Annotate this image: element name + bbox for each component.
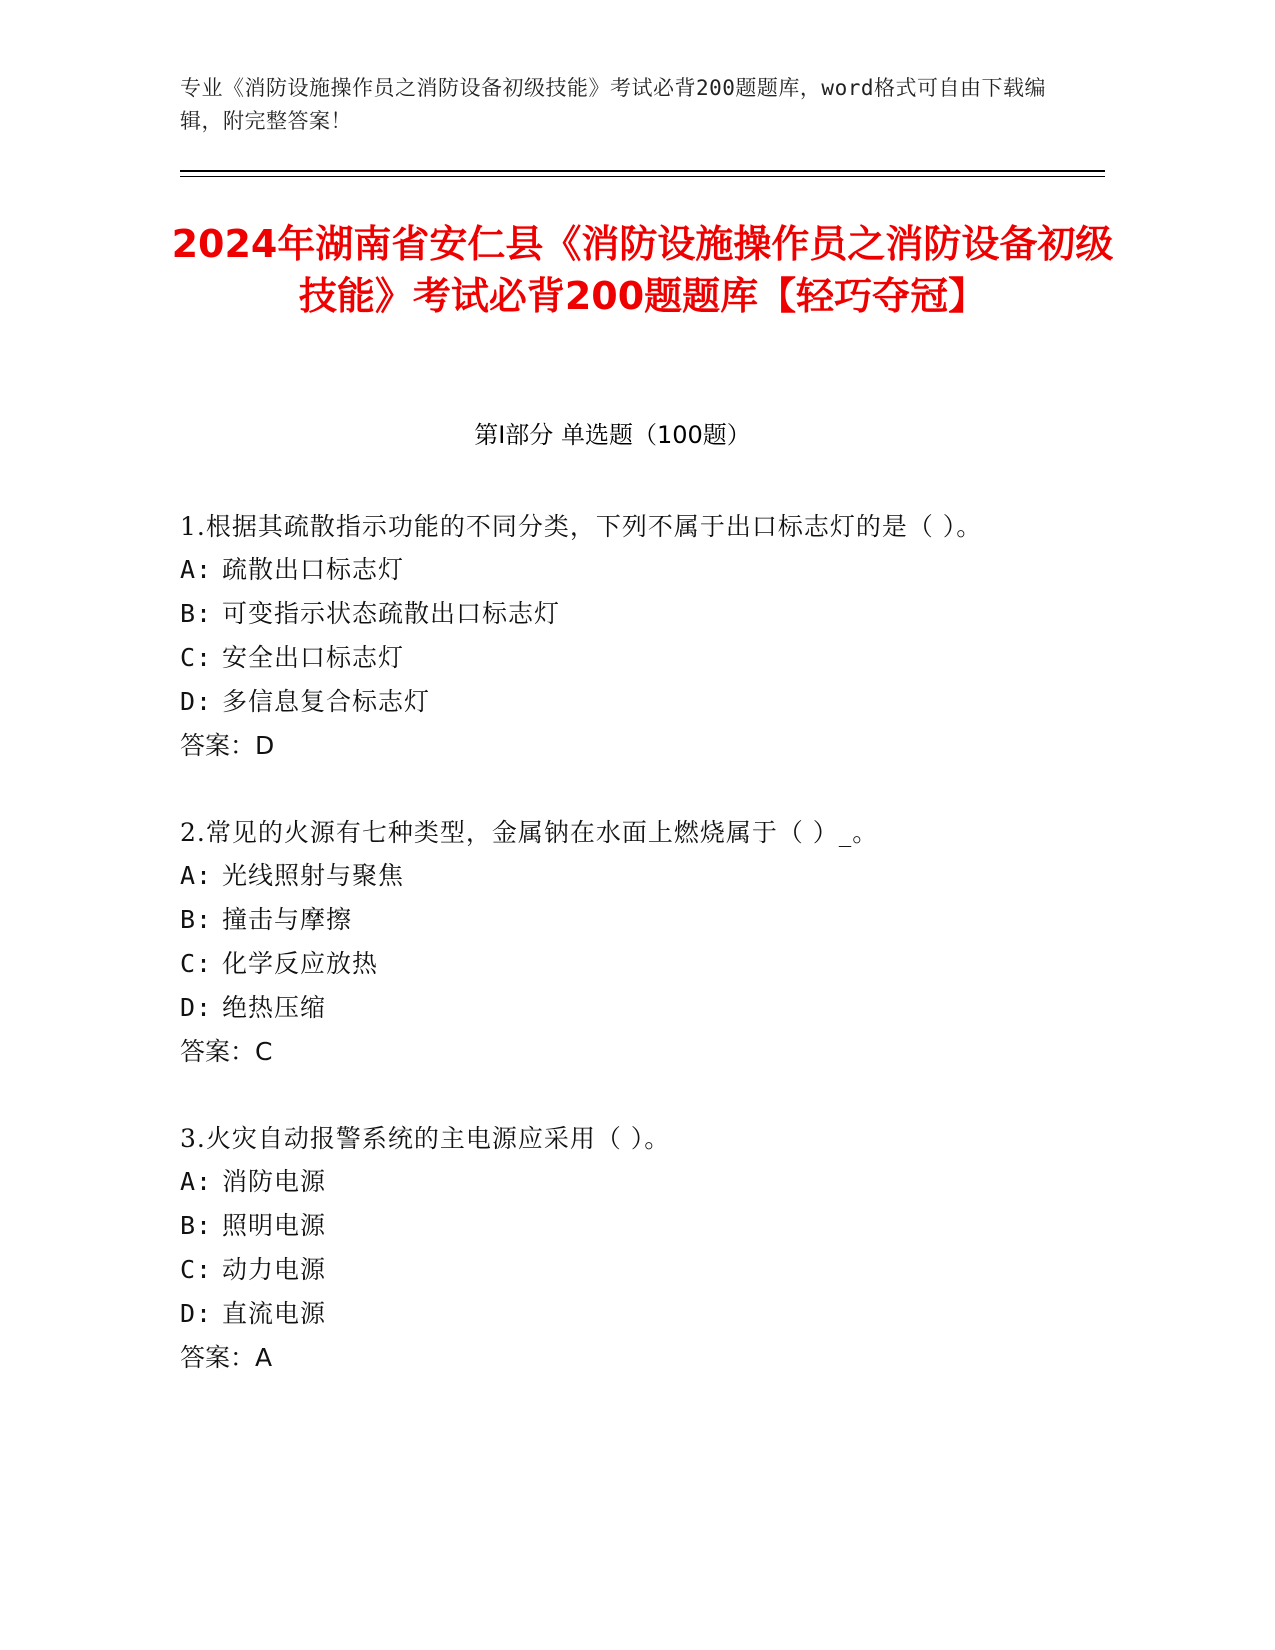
option-letter: B: bbox=[180, 905, 213, 934]
question-item bbox=[180, 505, 1040, 768]
option-c bbox=[180, 1248, 1040, 1292]
option-b bbox=[180, 1204, 1040, 1248]
question-item bbox=[180, 1117, 1040, 1380]
question-stem: 3.火灾自动报警系统的主电源应采用（ ）。 bbox=[180, 1124, 671, 1153]
option-letter: A: bbox=[180, 555, 213, 584]
option-c bbox=[180, 942, 1040, 986]
question-list bbox=[180, 505, 1040, 1423]
question-item bbox=[180, 811, 1040, 1074]
option-a bbox=[180, 1160, 1040, 1204]
option-letter: C: bbox=[180, 643, 213, 672]
option-letter: D: bbox=[180, 1299, 213, 1328]
option-text: 直流电源 bbox=[222, 1299, 327, 1328]
option-text: 光线照射与聚焦 bbox=[222, 861, 405, 890]
option-letter: B: bbox=[180, 599, 213, 628]
option-letter: C: bbox=[180, 949, 213, 978]
option-a bbox=[180, 548, 1040, 592]
option-c bbox=[180, 636, 1040, 680]
option-text: 安全出口标志灯 bbox=[222, 643, 405, 672]
option-letter: B: bbox=[180, 1211, 213, 1240]
question-stem: 1.根据其疏散指示功能的不同分类，下列不属于出口标志灯的是（ ）。 bbox=[180, 512, 983, 541]
answer-line: 答案：A bbox=[180, 1343, 273, 1372]
header-note: 专业《消防设施操作员之消防设备初级技能》考试必背200题题库，word格式可自由下载编辑，附完整答案！ bbox=[180, 76, 1046, 133]
option-d bbox=[180, 986, 1040, 1030]
answer-line: 答案：D bbox=[180, 731, 275, 760]
option-text: 消防电源 bbox=[222, 1167, 327, 1196]
option-letter: D: bbox=[180, 687, 213, 716]
option-text: 动力电源 bbox=[222, 1255, 327, 1284]
question-stem: 2.常见的火源有七种类型，金属钠在水面上燃烧属于（ ）_。 bbox=[180, 818, 879, 847]
header-divider-thick bbox=[180, 170, 1105, 172]
section-heading: 第Ⅰ部分 单选题（100题） bbox=[474, 421, 751, 449]
option-letter: D: bbox=[180, 993, 213, 1022]
option-text: 化学反应放热 bbox=[222, 949, 379, 978]
option-text: 撞击与摩擦 bbox=[222, 905, 353, 934]
option-text: 可变指示状态疏散出口标志灯 bbox=[222, 599, 561, 628]
option-b bbox=[180, 592, 1040, 636]
answer-line: 答案：C bbox=[180, 1037, 273, 1066]
header-divider-thin bbox=[180, 176, 1105, 177]
option-d bbox=[180, 680, 1040, 724]
option-b bbox=[180, 898, 1040, 942]
option-letter: A: bbox=[180, 1167, 213, 1196]
option-text: 疏散出口标志灯 bbox=[222, 555, 405, 584]
option-d bbox=[180, 1292, 1040, 1336]
document-title: 2024年湖南省安仁县《消防设施操作员之消防设备初级技能》考试必背200题题库【轻巧夺冠】 bbox=[171, 222, 1114, 318]
option-text: 绝热压缩 bbox=[222, 993, 327, 1022]
option-letter: C: bbox=[180, 1255, 213, 1284]
option-a bbox=[180, 854, 1040, 898]
option-letter: A: bbox=[180, 861, 213, 890]
option-text: 照明电源 bbox=[222, 1211, 327, 1240]
option-text: 多信息复合标志灯 bbox=[222, 687, 431, 716]
